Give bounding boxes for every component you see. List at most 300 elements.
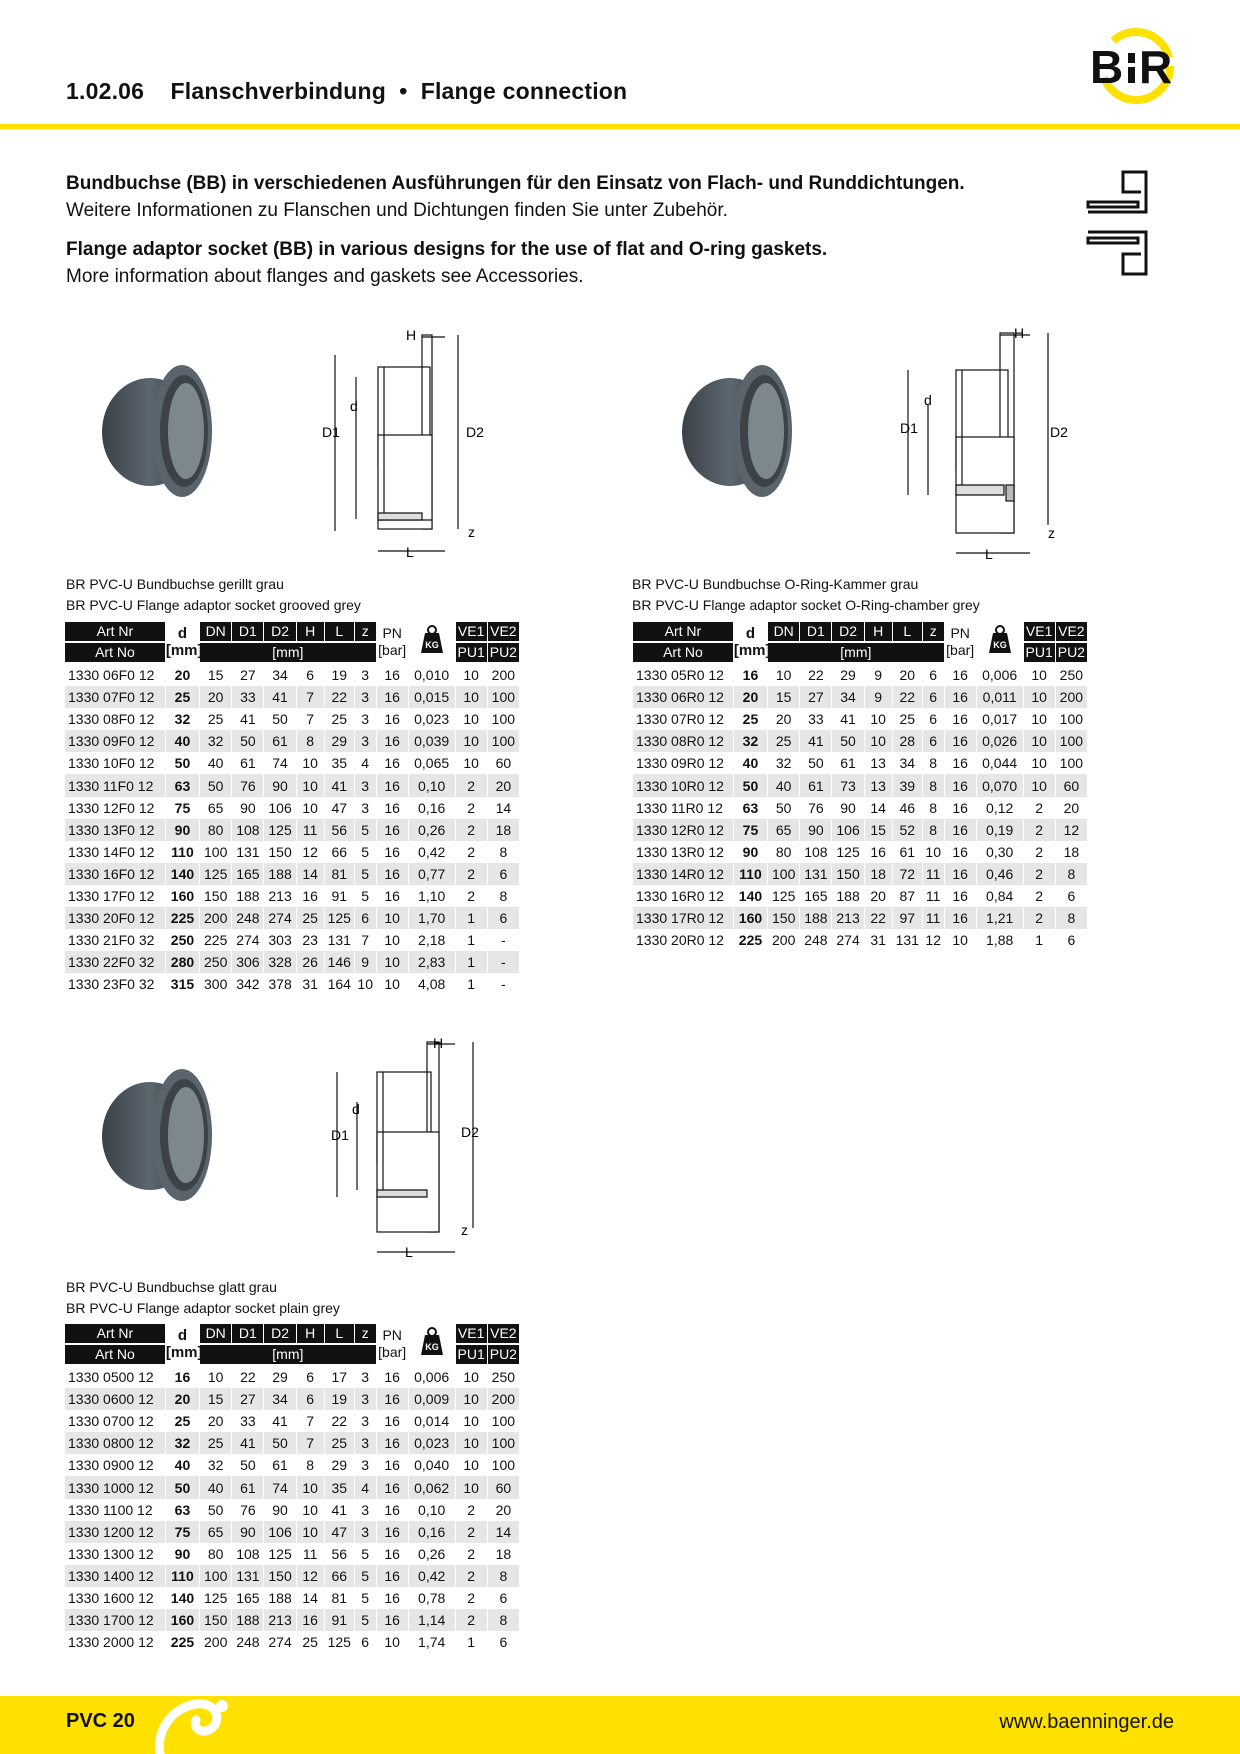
cell-article-number: 1330 0600 12 <box>65 1388 165 1410</box>
table-cell: 248 <box>236 1634 260 1651</box>
table-cell: 6 <box>499 1634 508 1651</box>
table-cell: 3 <box>361 1413 370 1430</box>
kg-label: KG <box>424 639 439 650</box>
table-cell: 16 <box>952 755 968 772</box>
table-cell: 0,19 <box>977 819 1023 841</box>
table-row <box>633 664 1087 686</box>
table-row <box>65 1565 519 1587</box>
table-cell: 10 <box>302 799 318 816</box>
product-photo-plain <box>98 1066 214 1204</box>
table-cell: 41 <box>331 1501 348 1518</box>
table-cell: 8 <box>499 887 508 904</box>
table-cell: 8 <box>297 730 324 752</box>
table-cell: 10 <box>870 711 886 728</box>
table-cell: 10 <box>357 976 373 993</box>
table-cell: 16 <box>384 1545 400 1562</box>
table-cell: 146 <box>325 951 354 973</box>
table-cell: 2 <box>467 1545 476 1562</box>
table-cell: 35 <box>331 755 348 772</box>
spec-table-plain <box>64 1324 520 1653</box>
table-row <box>633 819 1087 841</box>
header-pn-label: PN <box>382 1327 402 1343</box>
table-cell: 100 <box>488 686 519 708</box>
table-cell: 2 <box>467 1589 476 1606</box>
table-cell: 16 <box>384 1413 400 1430</box>
table-cell: 100 <box>1056 730 1087 752</box>
table-cell: 6 <box>923 730 944 752</box>
table-cell: 106 <box>832 819 863 841</box>
table-cell: 40 <box>200 1476 231 1498</box>
table-row <box>65 951 519 973</box>
table-cell: 200 <box>1056 686 1087 708</box>
cell-article-number: 1330 1400 12 <box>65 1565 165 1587</box>
cell-article-number: 1330 1300 12 <box>68 1545 154 1562</box>
table-cell: 50 <box>272 711 288 728</box>
table-cell: 10 <box>463 755 479 772</box>
table-cell: 60 <box>1056 774 1087 796</box>
table-cell: 50 <box>264 1432 295 1454</box>
table-cell: 61 <box>272 1457 288 1474</box>
table-cell: 2 <box>467 799 476 816</box>
table-cell: 248 <box>232 907 263 929</box>
table-cell: 10 <box>384 1634 400 1651</box>
table-cell: 6 <box>488 863 519 885</box>
table-cell: 100 <box>1059 711 1084 728</box>
cell-article-number: 1330 11F0 12 <box>65 774 165 796</box>
header-pn <box>377 622 408 664</box>
table-cell: 2 <box>467 887 476 904</box>
table-cell: 26 <box>297 951 324 973</box>
table-row <box>633 774 1087 796</box>
intro-text-en: More information about flanges and gaskets see Accessories. <box>66 266 584 287</box>
table-cell: 81 <box>325 863 354 885</box>
label-d2: D2 <box>1050 424 1068 440</box>
table-cell: 225 <box>166 907 199 929</box>
table-cell: 16 <box>952 887 968 904</box>
table-cell: 32 <box>174 711 191 728</box>
table-cell: 11 <box>297 819 324 841</box>
table-cell: 16 <box>377 1521 408 1543</box>
table-cell: 41 <box>840 711 856 728</box>
weight-kg-icon <box>980 623 1020 657</box>
table-cell: 5 <box>361 1589 370 1606</box>
cell-article-number: 1330 20R0 12 <box>636 932 724 949</box>
table-cell: 16 <box>384 1501 400 1518</box>
weight-kg-icon <box>409 622 455 664</box>
decorative-swirl-icon <box>152 1690 242 1754</box>
table-cell: 76 <box>240 1501 256 1518</box>
table-cell: 29 <box>331 1457 348 1474</box>
table-row <box>65 1410 519 1432</box>
table-cell: 50 <box>174 755 191 772</box>
table-cell: 50 <box>832 730 863 752</box>
table-cell: 10 <box>384 932 400 949</box>
table-cell: 10 <box>1024 686 1055 708</box>
cell-article-number: 1330 10R0 12 <box>633 774 733 796</box>
table-cell: 125 <box>772 887 796 904</box>
table-cell: 25 <box>325 1432 354 1454</box>
table-cell: 6 <box>355 907 376 929</box>
table-cell: 3 <box>361 667 370 684</box>
header-z: z <box>923 622 944 643</box>
header-dn: DN <box>200 622 231 643</box>
table-cell: 6 <box>297 1388 324 1410</box>
table-cell: 1 <box>456 951 487 973</box>
cell-article-number: 1330 13R0 12 <box>636 843 724 860</box>
header-pu2: PU2 <box>488 1345 519 1366</box>
header-pn-unit: [bar] <box>378 642 407 658</box>
table-cell: - <box>501 932 506 949</box>
table-cell: 188 <box>264 863 295 885</box>
table-cell: 34 <box>899 755 916 772</box>
table-cell: 16 <box>174 1369 191 1386</box>
table-cell: 10 <box>456 1476 487 1498</box>
table-row <box>65 973 519 995</box>
technical-drawing-plain <box>325 1032 505 1264</box>
table-cell: 6 <box>929 711 938 728</box>
table-cell: 16 <box>297 1609 324 1631</box>
table-cell: 63 <box>174 1501 191 1518</box>
cell-article-number: 1330 17F0 12 <box>68 887 155 904</box>
table-cell: 2,83 <box>409 951 455 973</box>
table-cell: 75 <box>174 799 191 816</box>
table-cell: 50 <box>200 774 231 796</box>
table-cell: 61 <box>232 1476 263 1498</box>
table-cell: 16 <box>945 774 976 796</box>
table-cell: 188 <box>268 1589 292 1606</box>
table-cell: 25 <box>174 1413 191 1430</box>
label-z: z <box>461 1222 468 1238</box>
table-cell: 0,006 <box>414 1369 450 1386</box>
table-cell: 3 <box>355 686 376 708</box>
table-cell: 106 <box>268 799 292 816</box>
table-cell: 131 <box>236 843 260 860</box>
table-cell: 110 <box>171 843 194 860</box>
label-h: H <box>406 327 417 343</box>
table-row <box>633 686 1087 708</box>
table-cell: 91 <box>331 887 348 904</box>
table-cell: 16 <box>952 667 968 684</box>
table-cell: 3 <box>361 1369 370 1386</box>
table-cell: 1,14 <box>409 1609 455 1631</box>
table-cell: 61 <box>899 843 916 860</box>
table-cell: 90 <box>840 799 856 816</box>
table-cell: 22 <box>808 667 824 684</box>
cell-article-number: 1330 08R0 12 <box>633 730 733 752</box>
header-pn-label: PN <box>950 625 970 641</box>
table-cell: 5 <box>361 843 370 860</box>
table-cell: 200 <box>204 1634 228 1651</box>
table-cell: 16 <box>377 730 408 752</box>
header-h: H <box>865 622 892 643</box>
header-z: z <box>355 622 376 643</box>
table-cell: 3 <box>361 1457 370 1474</box>
cell-article-number: 1330 22F0 32 <box>65 951 165 973</box>
table-cell: 8 <box>929 799 938 816</box>
table-cell: 2 <box>1035 843 1044 860</box>
table-cell: 8 <box>488 1609 519 1631</box>
table-row <box>65 708 519 730</box>
header-d-label: d <box>177 1327 188 1344</box>
cell-article-number: 1330 09R0 12 <box>636 755 724 772</box>
table-cell: 0,026 <box>977 730 1023 752</box>
table-cell: 10 <box>463 711 479 728</box>
table-cell: 0,12 <box>986 799 1014 816</box>
table-cell: 20 <box>775 711 792 728</box>
table-cell: 10 <box>297 1476 324 1498</box>
table-row <box>633 730 1087 752</box>
header-art-nr: Art Nr <box>65 622 165 643</box>
table-cell: 12 <box>302 843 318 860</box>
table-cell: 188 <box>800 907 831 929</box>
table-cell: 250 <box>1059 667 1084 684</box>
table-row <box>65 730 519 752</box>
table-cell: 10 <box>1031 755 1047 772</box>
table-cell: 3 <box>355 774 376 796</box>
page-number: PVC 20 <box>66 1710 135 1732</box>
header-art-no: Art No <box>65 1345 165 1366</box>
technical-drawing-grooved <box>310 325 490 563</box>
table-cell: 14 <box>297 863 324 885</box>
header-d2: D2 <box>264 1324 295 1345</box>
table-row <box>65 1454 519 1476</box>
table-cell: 0,070 <box>977 774 1023 796</box>
table-cell: 110 <box>166 1565 199 1587</box>
table-cell: 33 <box>240 1413 256 1430</box>
table-cell: 20 <box>495 1501 512 1518</box>
table-cell: 6 <box>306 667 315 684</box>
table-cell: 41 <box>232 1432 263 1454</box>
table-cell: 125 <box>200 863 231 885</box>
table-cell: 131 <box>895 932 919 949</box>
label-d: d <box>924 392 932 408</box>
table-cell: 22 <box>325 686 354 708</box>
table-cell: 7 <box>306 711 315 728</box>
table-row <box>65 1366 519 1388</box>
table-cell: 16 <box>377 1609 408 1631</box>
table-cell: 10 <box>775 667 792 684</box>
table-row <box>65 1609 519 1631</box>
table-row <box>65 841 519 863</box>
caption-plain <box>66 1277 340 1319</box>
cell-article-number: 1330 23F0 32 <box>68 976 155 993</box>
header-z: z <box>355 1324 376 1345</box>
caption-grooved <box>66 574 361 616</box>
table-cell: 7 <box>361 932 370 949</box>
header-pn <box>377 1324 408 1366</box>
title-en: Flange connection <box>420 78 628 104</box>
table-cell: 2 <box>456 863 487 885</box>
header-l: L <box>893 622 922 643</box>
header-d2: D2 <box>264 622 295 643</box>
table-cell: 125 <box>327 1634 351 1651</box>
table-cell: 1 <box>467 1634 476 1651</box>
table-cell: 52 <box>893 819 922 841</box>
table-cell: 46 <box>899 799 916 816</box>
table-cell: 250 <box>491 1369 516 1386</box>
header-art-no: Art No <box>633 643 733 664</box>
table-cell: 125 <box>325 907 354 929</box>
table-cell: 10 <box>302 1501 318 1518</box>
header-pn-unit: [bar] <box>378 1344 407 1360</box>
label-d: d <box>350 398 358 414</box>
table-cell: 12 <box>925 932 941 949</box>
header-ve1: VE1 <box>456 622 487 643</box>
cell-article-number: 1330 0800 12 <box>65 1432 165 1454</box>
table-cell: 2 <box>1024 863 1055 885</box>
table-cell: 41 <box>272 1413 288 1430</box>
table-cell: 16 <box>377 1476 408 1498</box>
table-cell: 10 <box>456 1432 487 1454</box>
header-pu1: PU1 <box>456 1345 487 1366</box>
table-cell: 41 <box>325 774 354 796</box>
table-cell: 19 <box>325 1388 354 1410</box>
table-cell: 1,70 <box>409 907 455 929</box>
label-d1: D1 <box>322 424 340 440</box>
table-cell: 225 <box>738 932 763 949</box>
table-cell: 16 <box>384 667 400 684</box>
table-cell: 125 <box>264 819 295 841</box>
table-cell: 47 <box>331 799 348 816</box>
header-d <box>165 1324 203 1366</box>
table-cell: 8 <box>306 1457 315 1474</box>
table-cell: 75 <box>166 1521 199 1543</box>
table-row <box>65 819 519 841</box>
table-row <box>65 1476 519 1498</box>
table-cell: 16 <box>377 863 408 885</box>
table-cell: 274 <box>264 907 295 929</box>
table-cell: 18 <box>495 1545 512 1562</box>
cell-article-number: 1330 1600 12 <box>68 1589 154 1606</box>
product-photo-oring <box>678 362 794 500</box>
table-cell: 76 <box>232 774 263 796</box>
cell-article-number: 1330 21F0 32 <box>68 932 155 949</box>
table-cell: 0,42 <box>409 1565 455 1587</box>
cell-article-number: 1330 06F0 12 <box>68 667 155 684</box>
table-cell: 1,10 <box>418 887 446 904</box>
footer-website-link[interactable]: www.baenninger.de <box>999 1711 1174 1733</box>
header-d-unit: [mm] <box>165 1344 203 1361</box>
table-cell: 0,011 <box>977 686 1023 708</box>
table-cell: 40 <box>207 755 224 772</box>
table-cell: 75 <box>734 819 767 841</box>
table-cell: 2 <box>467 1501 476 1518</box>
table-cell: 29 <box>325 730 354 752</box>
table-cell: 32 <box>207 1457 224 1474</box>
header-pu1: PU1 <box>1024 643 1055 664</box>
table-cell: 20 <box>899 667 916 684</box>
header-h: H <box>297 622 324 643</box>
table-cell: 10 <box>297 774 324 796</box>
table-cell: 8 <box>499 843 508 860</box>
table-cell: 50 <box>166 1476 199 1498</box>
table-cell: 10 <box>456 730 487 752</box>
table-cell: 80 <box>200 819 231 841</box>
table-cell: 47 <box>325 1521 354 1543</box>
cell-article-number: 1330 08F0 12 <box>68 711 155 728</box>
table-cell: 2,18 <box>418 932 446 949</box>
table-cell: 5 <box>355 1609 376 1631</box>
table-cell: 16 <box>945 730 976 752</box>
cell-article-number: 1330 12R0 12 <box>633 819 733 841</box>
table-cell: 10 <box>1031 711 1047 728</box>
table-cell: 22 <box>893 686 922 708</box>
table-cell: 274 <box>836 932 860 949</box>
header-d <box>733 622 771 664</box>
table-cell: 91 <box>325 1609 354 1631</box>
header-d-label: d <box>745 625 756 642</box>
table-cell: 0,78 <box>418 1589 446 1606</box>
caption-de: BR PVC-U Bundbuchse gerillt grau <box>66 576 284 592</box>
table-cell: 9 <box>355 951 376 973</box>
table-cell: 10 <box>1024 774 1055 796</box>
table-cell: 0,015 <box>409 686 455 708</box>
table-cell: 16 <box>384 843 400 860</box>
table-cell: 40 <box>174 1457 191 1474</box>
table-cell: 16 <box>302 887 318 904</box>
table-row <box>65 885 519 907</box>
header-d1: D1 <box>232 1324 263 1345</box>
br-logo <box>1086 20 1186 110</box>
table-cell: 50 <box>734 774 767 796</box>
table-cell: 41 <box>264 686 295 708</box>
table-cell: 7 <box>297 1432 324 1454</box>
table-cell: 1,21 <box>977 907 1023 929</box>
table-cell: 27 <box>800 686 831 708</box>
table-cell: 9 <box>865 686 892 708</box>
table-cell: 150 <box>264 1565 295 1587</box>
table-cell: 10 <box>377 951 408 973</box>
table-cell: 97 <box>893 907 922 929</box>
header-h: H <box>297 1324 324 1345</box>
table-cell: 100 <box>491 711 516 728</box>
table-cell: 16 <box>384 711 400 728</box>
header-ve2: VE2 <box>488 1324 519 1345</box>
table-cell: 131 <box>800 863 831 885</box>
table-cell: 2 <box>1024 907 1055 929</box>
header-mm-unit: [mm] <box>768 643 944 664</box>
table-cell: 50 <box>207 1501 224 1518</box>
table-cell: 25 <box>331 711 348 728</box>
table-cell: 50 <box>240 1457 256 1474</box>
table-cell: 4 <box>361 755 370 772</box>
table-cell: 0,062 <box>409 1476 455 1498</box>
weight-kg-icon <box>409 1324 455 1366</box>
table-cell: 20 <box>207 1413 224 1430</box>
table-cell: 39 <box>893 774 922 796</box>
table-cell: 108 <box>232 819 263 841</box>
table-cell: 10 <box>207 1369 224 1386</box>
table-row <box>65 774 519 796</box>
intro-de <box>66 170 1066 224</box>
table-cell: 50 <box>232 730 263 752</box>
header-pu2: PU2 <box>1056 643 1087 664</box>
table-cell: 65 <box>768 819 799 841</box>
table-cell: 3 <box>355 1521 376 1543</box>
table-cell: 0,77 <box>409 863 455 885</box>
table-row <box>633 752 1087 774</box>
table-cell: 13 <box>865 774 892 796</box>
table-cell: 140 <box>170 1589 195 1606</box>
table-cell: 14 <box>488 1521 519 1543</box>
table-row <box>65 752 519 774</box>
table-row <box>65 664 519 686</box>
table-cell: 0,16 <box>418 799 446 816</box>
table-cell: 0,84 <box>986 887 1014 904</box>
header-l: L <box>325 1324 354 1345</box>
table-cell: 29 <box>272 1369 288 1386</box>
table-cell: 6 <box>306 1369 315 1386</box>
